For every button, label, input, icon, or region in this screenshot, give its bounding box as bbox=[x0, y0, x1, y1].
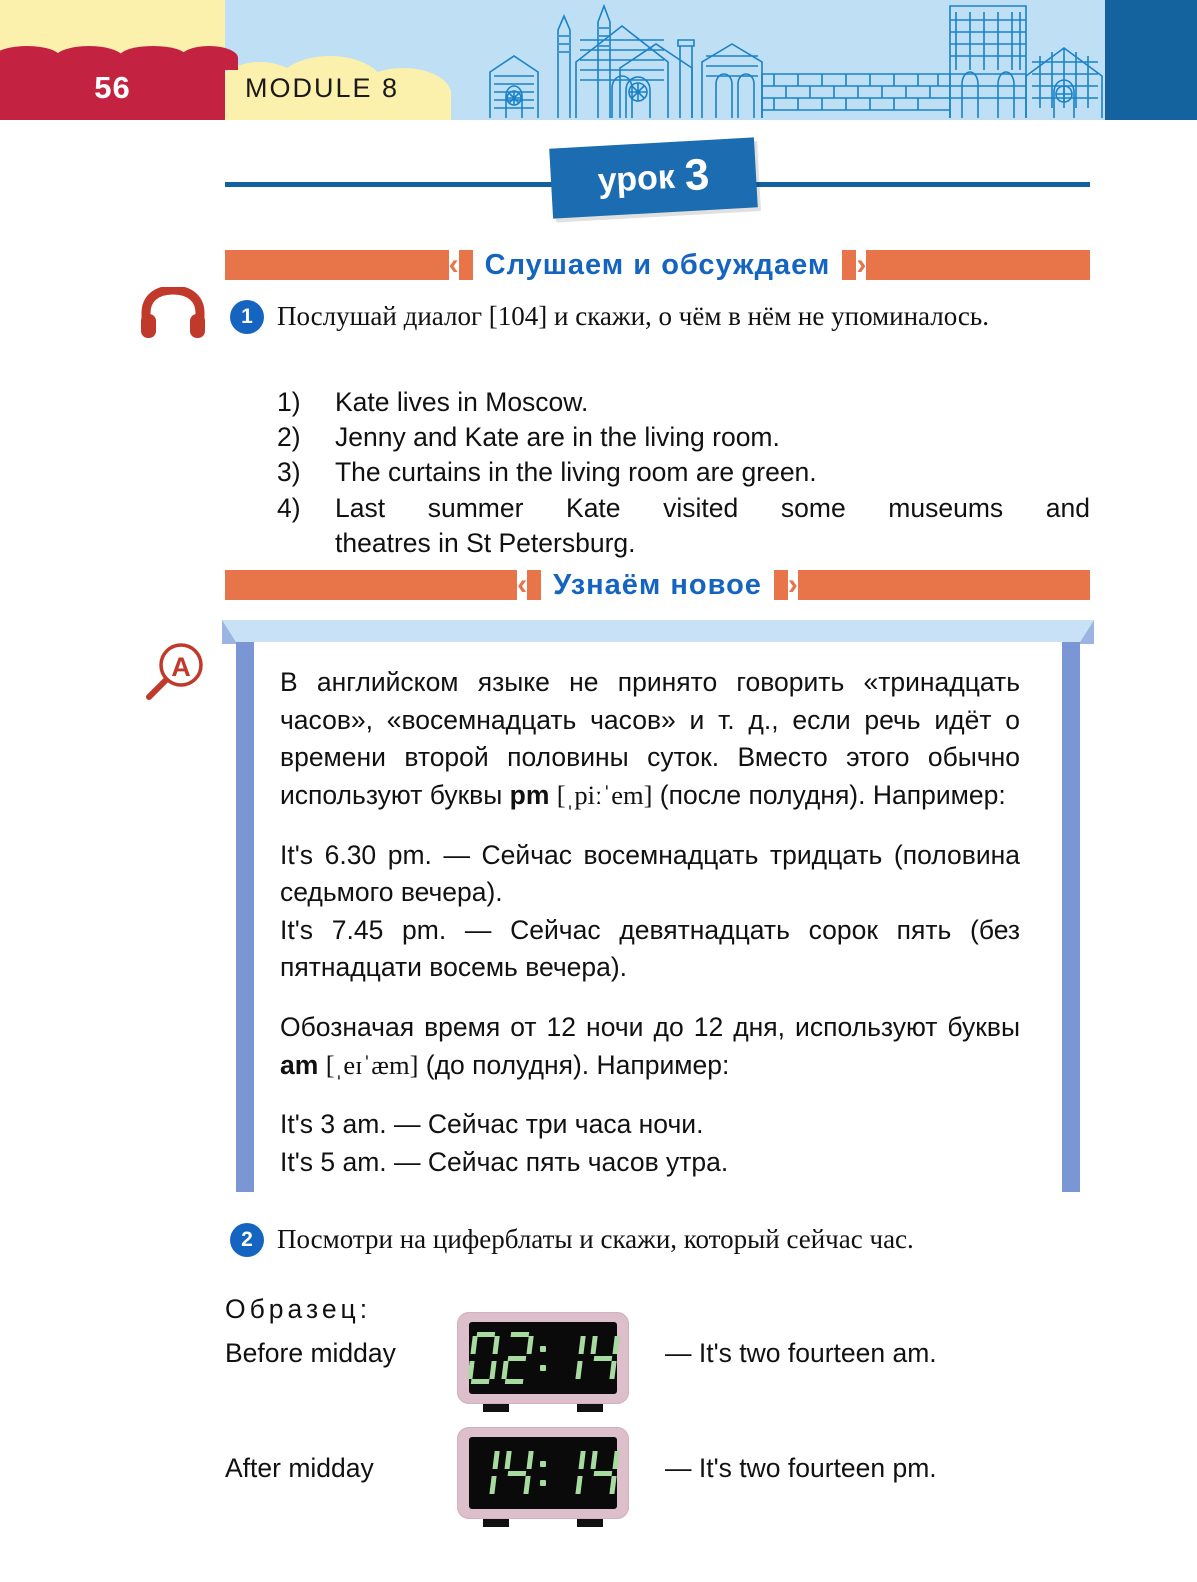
list-item-marker: 2) bbox=[277, 422, 301, 453]
grammar-am-text-after: (до полудня). Например: bbox=[418, 1049, 730, 1080]
grammar-paragraph-pm bbox=[280, 664, 1020, 815]
grammar-box-right-edge bbox=[1062, 642, 1080, 1192]
list-item bbox=[277, 491, 1090, 526]
grammar-pm-label: pm bbox=[509, 779, 550, 810]
section-bar-listening bbox=[225, 250, 1090, 280]
grammar-example-pm-1: It's 6.30 pm. — Сейчас восемнадцать тридцать (половина седьмого вечера). bbox=[280, 839, 1020, 908]
grammar-am-label: am bbox=[280, 1049, 319, 1080]
seven-segment-digit bbox=[552, 1332, 586, 1384]
grammar-box-content bbox=[280, 664, 1020, 1182]
page-header bbox=[0, 0, 1197, 120]
chevron-right-icon: › bbox=[787, 568, 798, 601]
list-item bbox=[277, 385, 1090, 420]
grammar-example-pm-2: It's 7.45 pm. — Сейчас девятнадцать сорок пять (без пятнадцати восемь вечера). bbox=[280, 914, 1020, 983]
section-bar-new-material bbox=[225, 570, 1090, 600]
seven-segment-digit bbox=[500, 1447, 534, 1499]
clock-colon bbox=[537, 1332, 549, 1384]
clock-digits bbox=[469, 1437, 617, 1509]
grammar-example-am-2: It's 5 am. — Сейчас пять часов утра. bbox=[280, 1146, 729, 1177]
headphones-icon bbox=[140, 287, 206, 339]
sample-label: Образец: bbox=[225, 1294, 372, 1324]
clock-foot bbox=[483, 1519, 509, 1527]
grammar-paragraph-am bbox=[280, 1009, 1020, 1084]
section-title-listening: Слушаем и обсуждаем bbox=[473, 247, 843, 284]
grammar-pm-text-before: В английском языке не принято говорить «тринадцать часов», «восемнадцать часов» и т. д., если речь идёт о времени второй половины суток. Вместо этого обычно используют буквы bbox=[280, 667, 1020, 810]
clock-row-answer-right: — It's two fourteen am. bbox=[665, 1338, 937, 1368]
grammar-am-text-before: Обозначая время от 12 ночи до 12 дня, используют буквы bbox=[280, 1012, 1020, 1042]
clock-row-before-midday bbox=[225, 1310, 1095, 1410]
grammar-box-left-edge bbox=[236, 642, 254, 1192]
grammar-box-top-edge bbox=[222, 620, 1094, 642]
magnifier-a-icon bbox=[143, 641, 205, 703]
city-skyline-icon bbox=[480, 0, 1105, 118]
chevron-right-icon: › bbox=[856, 248, 867, 281]
chevron-left-icon: ‹ bbox=[448, 248, 459, 281]
list-item-text: Jenny and Kate are in the living room. bbox=[335, 422, 780, 453]
list-item-text: theatres in St Petersburg. bbox=[335, 527, 636, 558]
chevron-left-icon: ‹ bbox=[517, 568, 528, 601]
list-item bbox=[277, 420, 1090, 455]
clock-foot bbox=[483, 1404, 509, 1412]
clock-screen bbox=[469, 1437, 617, 1509]
task-number-1: 1 bbox=[230, 300, 264, 334]
module-label: MODULE 8 bbox=[245, 72, 400, 103]
list-item bbox=[277, 526, 1090, 561]
clock-row-label-left: Before midday bbox=[225, 1338, 396, 1368]
clock-foot bbox=[577, 1404, 603, 1412]
seven-segment-digit bbox=[552, 1447, 586, 1499]
list-item-text: Last summer Kate visited some museums and bbox=[335, 492, 1090, 523]
grammar-example-am-1: It's 3 am. — Сейчас три часа ночи. bbox=[280, 1109, 704, 1140]
header-navy-block bbox=[1105, 0, 1197, 120]
page-number: 56 bbox=[94, 70, 131, 105]
task2-prompt: Посмотри на циферблаты и скажи, который сейчас час. bbox=[277, 1224, 914, 1254]
list-item-marker bbox=[277, 526, 335, 561]
digital-clock-am bbox=[457, 1312, 629, 1404]
list-item bbox=[277, 455, 1090, 490]
seven-segment-digit bbox=[586, 1447, 620, 1499]
list-item-text: The curtains in the living room are green. bbox=[335, 457, 817, 488]
clock-row-after-midday bbox=[225, 1425, 1095, 1525]
lesson-number: 3 bbox=[683, 149, 711, 201]
clock-row-label-left: After midday bbox=[225, 1453, 374, 1483]
svg-text:A: A bbox=[171, 652, 191, 682]
grammar-am-ipa: [ˌeɪˈæm] bbox=[325, 1049, 419, 1080]
clock-colon bbox=[537, 1447, 549, 1499]
list-item-marker: 1) bbox=[277, 387, 301, 417]
task1-options-list bbox=[277, 385, 1090, 561]
digital-clock-pm bbox=[457, 1427, 629, 1519]
clock-row-answer-right: — It's two fourteen pm. bbox=[665, 1453, 937, 1483]
lesson-word: урок bbox=[596, 157, 676, 200]
seven-segment-digit bbox=[466, 1447, 500, 1499]
grammar-pm-text-after: (после полудня). Например: bbox=[652, 779, 1006, 810]
task1-prompt: Послушай диалог [104] и скажи, о чём в нём не упоминалось. bbox=[277, 301, 989, 331]
list-item-marker: 4) bbox=[277, 492, 301, 523]
seven-segment-digit bbox=[586, 1332, 620, 1384]
section-title-new-material: Узнаём новое bbox=[541, 567, 774, 604]
list-item-marker: 3) bbox=[277, 457, 301, 488]
seven-segment-digit bbox=[500, 1332, 534, 1384]
clock-digits bbox=[469, 1322, 617, 1394]
clock-foot bbox=[577, 1519, 603, 1527]
grammar-pm-ipa: [ˌpiːˈem] bbox=[556, 779, 653, 810]
task-number-2: 2 bbox=[230, 1223, 264, 1257]
seven-segment-digit bbox=[466, 1332, 500, 1384]
clock-screen bbox=[469, 1322, 617, 1394]
list-item-text: Kate lives in Moscow. bbox=[335, 387, 589, 417]
lesson-badge bbox=[549, 137, 758, 218]
grammar-box bbox=[222, 620, 1094, 1192]
